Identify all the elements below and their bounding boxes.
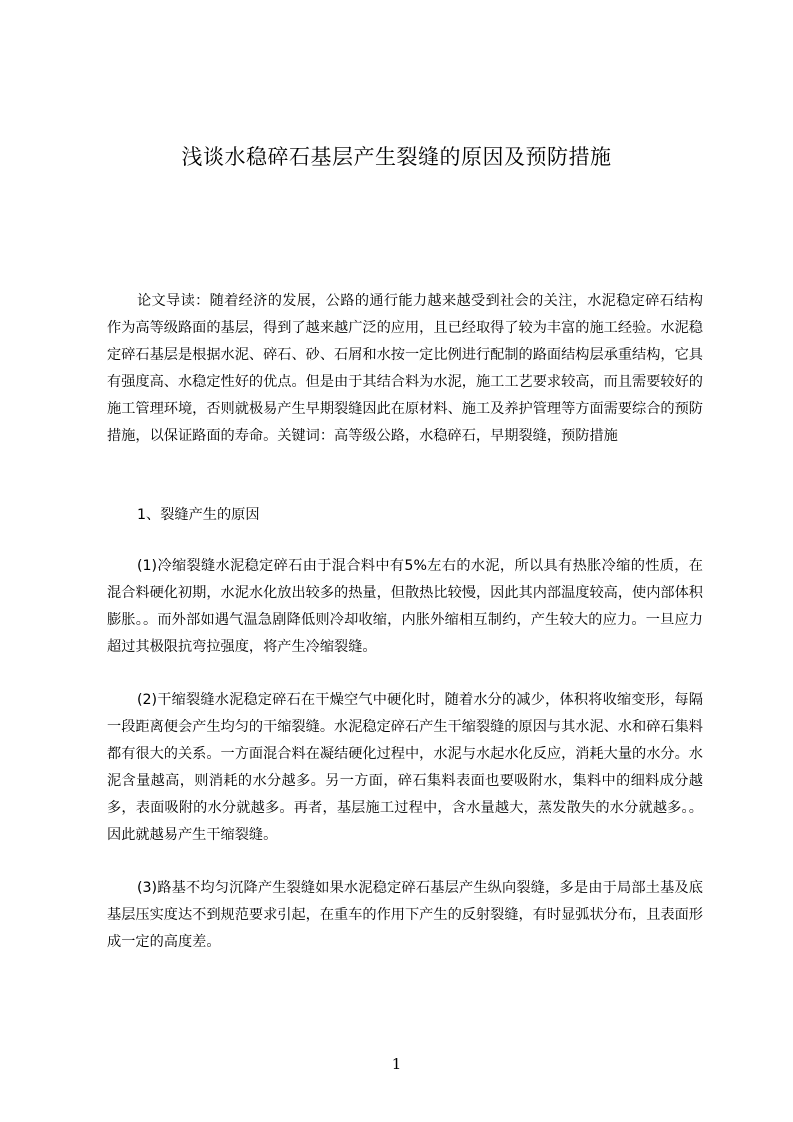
section-heading: 1、裂缝产生的原因 [137,507,260,523]
intro-paragraph: 论文导读：随着经济的发展，公路的通行能力越来越受到社会的关注，水泥稳定碎石结构作为高等级路面的基层，得到了越来越广泛的应用，且已经取得了较为丰富的施工经验。水泥稳定碎石基层是根据水泥、碎石、砂、石屑和水按一定比例进行配制的路面结构层承重结构，它具有强度高、水稳定性好的优点。但是由于其结合料为水泥，施工工艺要求较高，而且需要较好的施工管理环境，否则就极易产生早期裂缝因此在原材料、施工及养护管理等方面需要综合的预防措施，以保证路面的寿命。关键词：高等级公路，水稳碎石，早期裂缝，预防措施 [107,293,703,444]
page-number: 1 [391,1055,402,1073]
document-title: 浅谈水稳碎石基层产生裂缝的原因及预防措施 [181,145,612,169]
paragraph-cold-shrinkage: (1)冷缩裂缝水泥稳定碎石由于混合料中有5%左右的水泥，所以具有热胀冷缩的性质，在混合料硬化初期，水泥水化放出较多的热量，但散热比较慢，因此其内部温度较高，使内部体积膨胀。。而外部如遇气温急剧降低则冷却收缩，内胀外缩相互制约，产生较大的应力。一旦应力超过其极限抗弯拉强度，将产生冷缩裂缝。 [107,558,703,655]
paragraph-uneven-settlement: (3)路基不均匀沉降产生裂缝如果水泥稳定碎石基层产生纵向裂缝，多是由于局部土基及底基层压实度达不到规范要求引起，在重车的作用下产生的反射裂缝，有时显弧状分布，且表面形成一定的高度差。 [107,880,703,950]
paragraph-dry-shrinkage: (2)干缩裂缝水泥稳定碎石在干燥空气中硬化时，随着水分的减少，体积将收缩变形，每隔一段距离便会产生均匀的干缩裂缝。水泥稳定碎石产生干缩裂缝的原因与其水泥、水和碎石集料都有很大的关系。一方面混合料在凝结硬化过程中，水泥与水起水化反应，消耗大量的水分。水泥含量越高，则消耗的水分越多。另一方面，碎石集料表面也要吸附水，集料中的细料成分越多，表面吸附的水分就越多。再者，基层施工过程中，含水量越大，蒸发散失的水分就越多。。因此就越易产生干缩裂缝。 [107,692,703,843]
